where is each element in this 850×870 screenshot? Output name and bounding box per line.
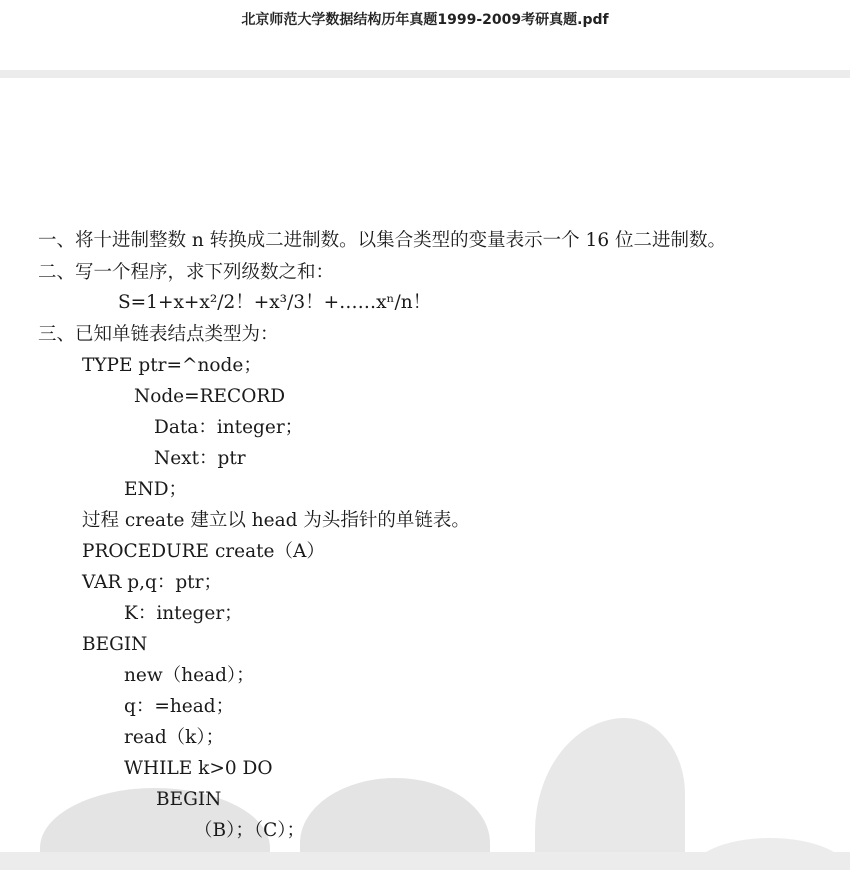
code-line: Next：ptr (154, 448, 246, 469)
question-1-text: 一、将十进制整数 n 转换成二进制数。以集合类型的变量表示一个 16 位二进制数。 (38, 230, 726, 251)
code-line: BEGIN (82, 634, 148, 655)
code-line: END； (124, 479, 188, 500)
title-bar (0, 0, 850, 70)
code-line: q：=head； (124, 696, 235, 717)
code-line: Node=RECORD (134, 386, 286, 407)
watermark-shape (690, 838, 850, 852)
code-line: read（k）； (124, 727, 225, 748)
code-line: WHILE k>0 DO (124, 758, 273, 779)
code-line: BEGIN (156, 789, 222, 810)
document-title: 北京师范大学数据结构历年真题1999-2009考研真题.pdf (241, 12, 609, 28)
code-line: new（head）； (124, 665, 255, 686)
toolbar-separator (0, 70, 850, 78)
pdf-page (0, 78, 850, 852)
code-line: Data：integer； (154, 417, 304, 438)
series-formula: S=1+x+x²/2！+x³/3！+……xⁿ/n！ (118, 292, 432, 313)
code-line: K：integer； (124, 603, 243, 624)
description-text: 过程 create 建立以 head 为头指针的单链表。 (82, 510, 470, 531)
code-line: TYPE ptr=^node； (82, 355, 262, 376)
code-line: （B）；（C）； (194, 820, 306, 841)
question-2-text: 二、写一个程序，求下列级数之和： (38, 262, 335, 283)
bottom-bar (0, 852, 850, 870)
code-line: PROCEDURE create（A） (82, 541, 325, 562)
watermark-shape (535, 718, 685, 852)
code-line: VAR p,q：ptr； (82, 572, 222, 593)
question-3-text: 三、已知单链表结点类型为： (38, 324, 279, 345)
watermark-shape (300, 778, 490, 852)
